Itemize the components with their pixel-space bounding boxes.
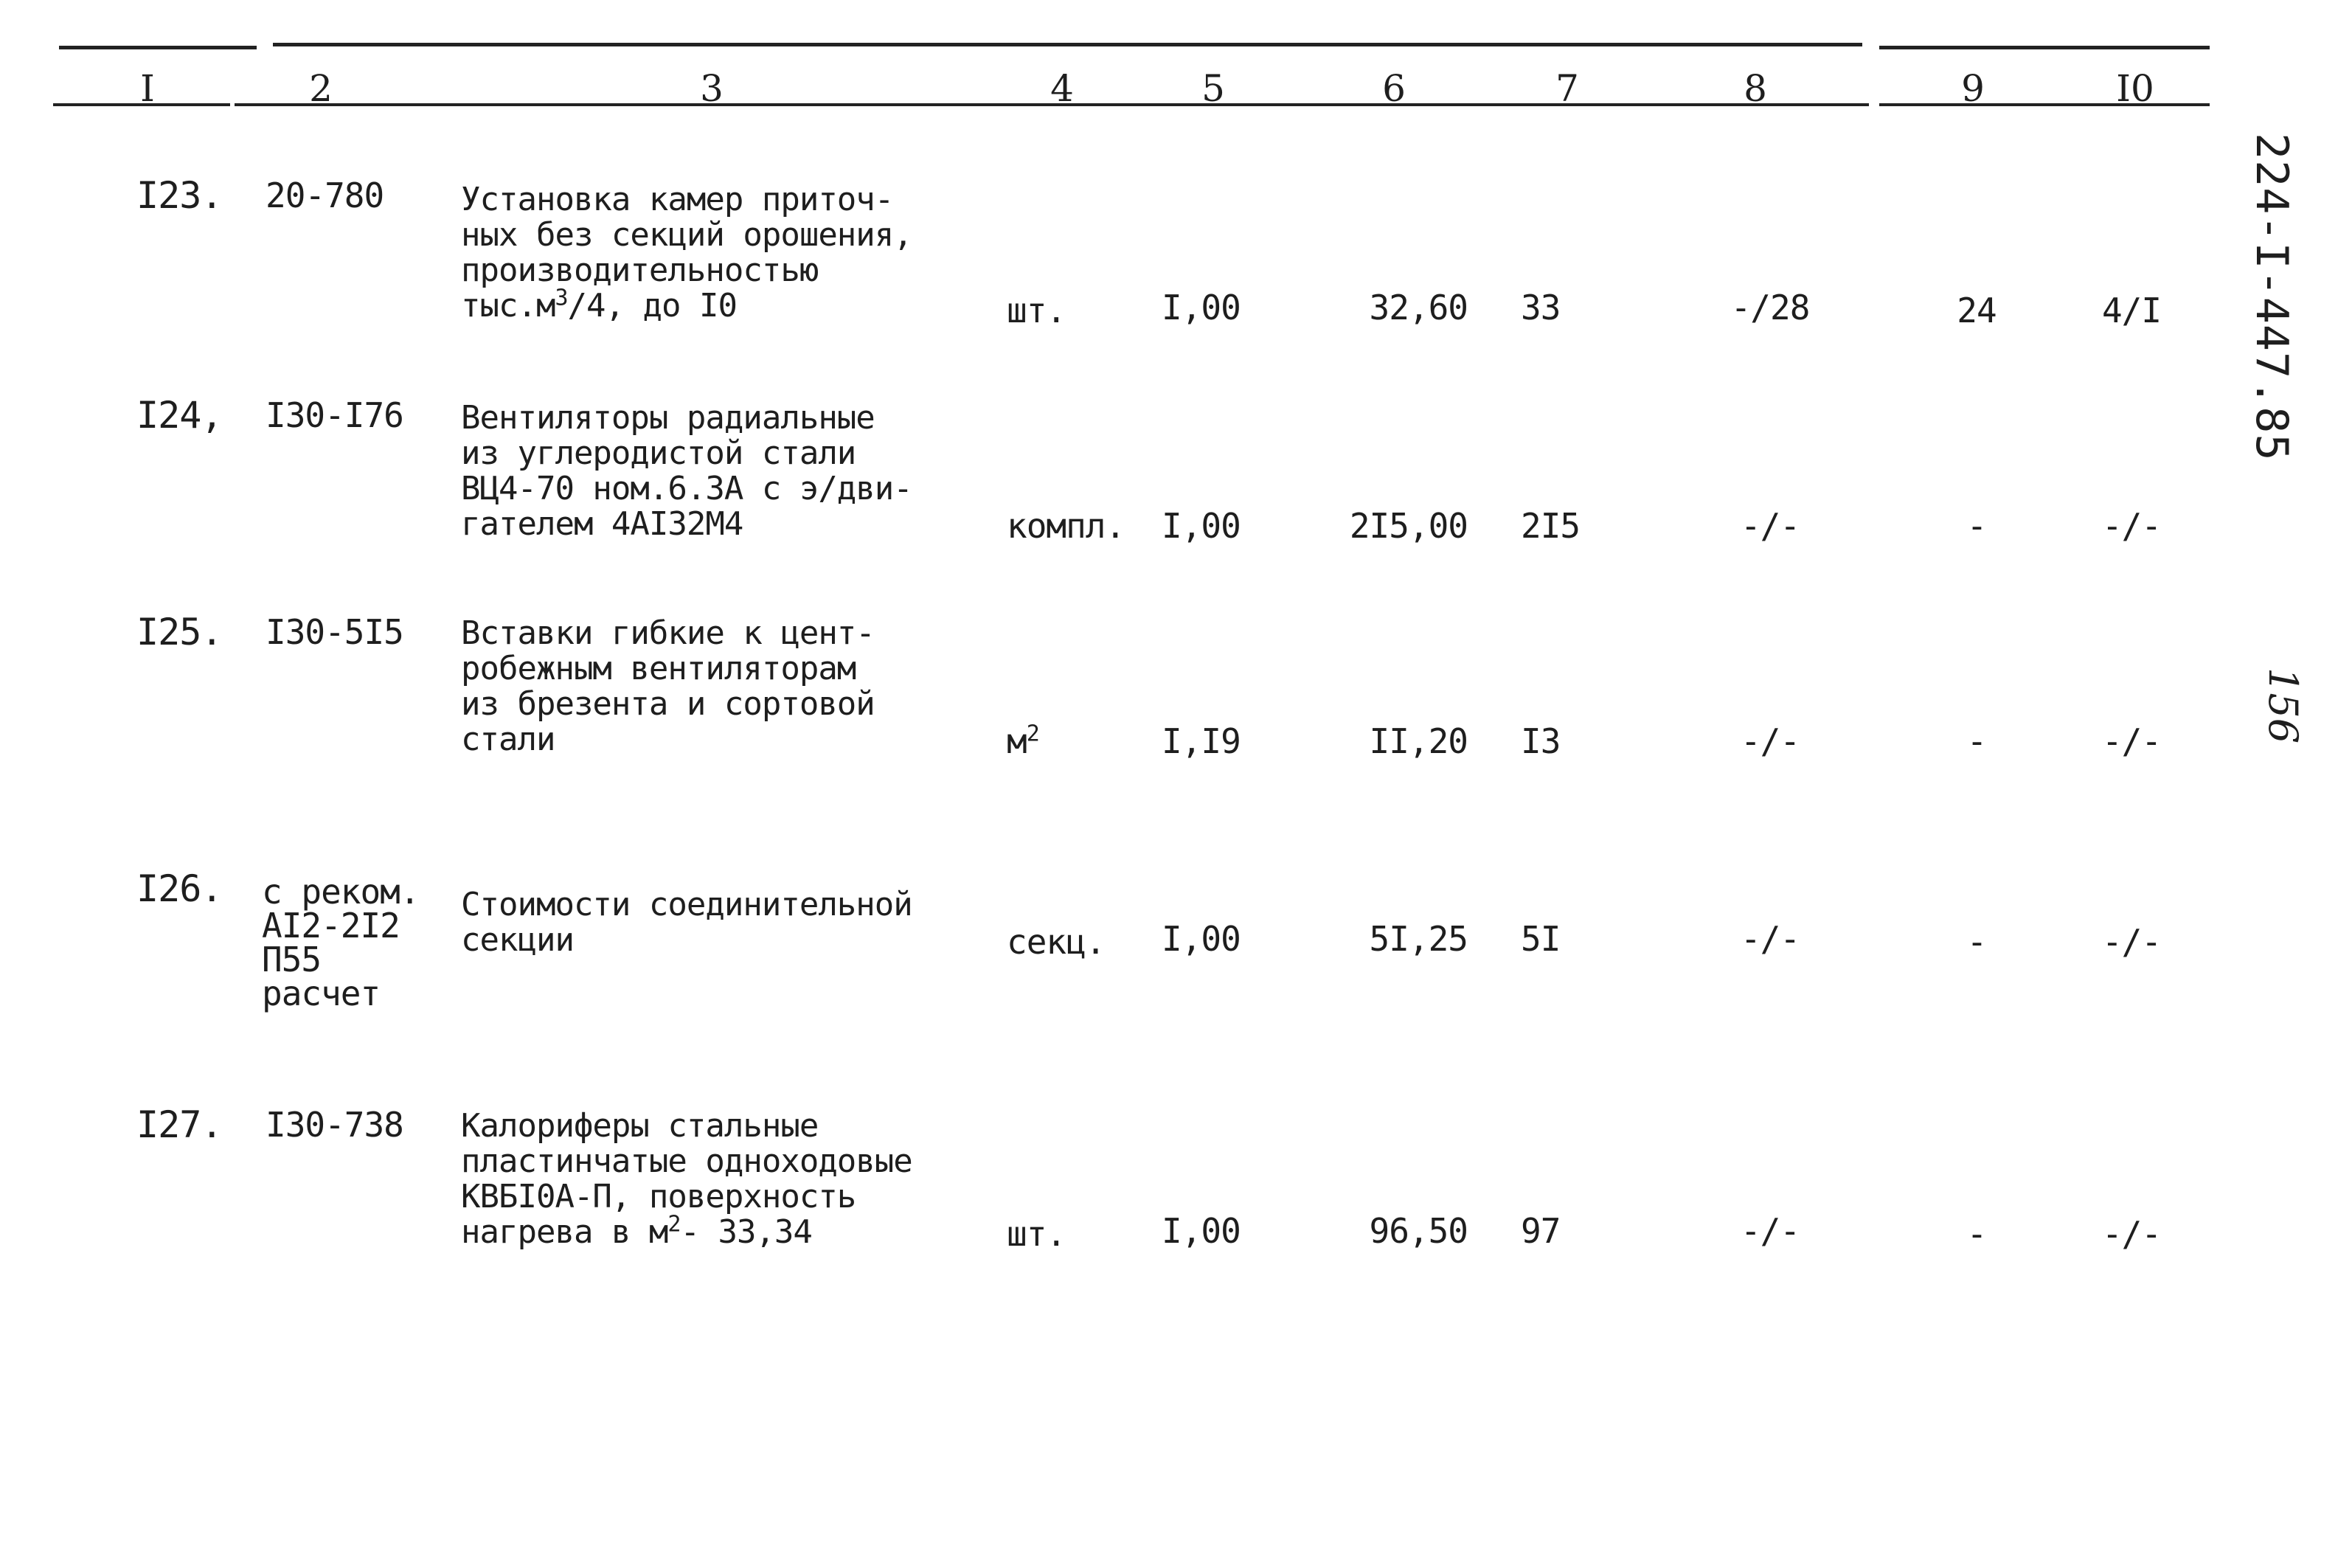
row-code: I30-I76	[266, 395, 403, 435]
row-col9: -	[1966, 721, 1987, 761]
row-number: I24,	[136, 394, 223, 437]
row-code-line: с реком.	[262, 872, 420, 912]
row-quantity: I,00	[1162, 919, 1241, 959]
row-code: I30-5I5	[266, 612, 403, 652]
row-quantity: I,00	[1162, 288, 1241, 327]
row-number: I26.	[136, 867, 223, 910]
row-col9: -	[1966, 922, 1987, 962]
row-code: I30-738	[266, 1105, 403, 1145]
row-unit: шт.	[1007, 291, 1066, 330]
row-quantity: I,00	[1162, 506, 1241, 546]
row-price: 96,50	[1369, 1211, 1468, 1251]
header-col-8: 8	[1744, 67, 1767, 110]
row-number: I23.	[136, 174, 223, 217]
desc-text: гателем 4АI32М4	[461, 505, 743, 543]
unit-superscript: 2	[1026, 721, 1039, 747]
header-col-3: 3	[700, 67, 724, 110]
header-rule-3	[1879, 103, 2210, 106]
header-rule-1	[53, 103, 230, 106]
row-col9: -	[1966, 506, 1987, 546]
row-col10: -/-	[2101, 506, 2162, 546]
header-rule-2	[235, 103, 1869, 106]
desc-text-after: /4, до I0	[567, 287, 737, 325]
header-col-10: I0	[2116, 67, 2154, 110]
header-col-7: 7	[1555, 67, 1579, 110]
row-number: I27.	[136, 1103, 223, 1146]
row-description-line: Калориферы стальные	[461, 1107, 819, 1145]
row-code-line: расчет	[262, 974, 381, 1013]
row-code-line: П55	[262, 940, 322, 979]
row-description-line: пластинчатые одноходовые	[461, 1142, 912, 1180]
desc-text: секции	[461, 921, 574, 959]
row-col8: -/-	[1740, 1211, 1800, 1251]
desc-superscript: 2	[667, 1211, 681, 1238]
desc-superscript: 3	[555, 285, 568, 311]
row-number: I25.	[136, 611, 223, 653]
row-description-line: Вентиляторы радиальные	[461, 399, 875, 437]
row-col10: -/-	[2101, 721, 2162, 761]
desc-text: тыс.м	[461, 287, 555, 325]
row-description-last-line	[461, 723, 555, 757]
header-col-5: 5	[1201, 67, 1225, 110]
top-rule-middle	[273, 43, 1862, 46]
row-code-line: АI2-2I2	[262, 906, 400, 946]
row-unit: шт.	[1007, 1214, 1066, 1254]
row-code: 20-780	[266, 176, 384, 215]
row-total: 2I5	[1521, 506, 1581, 546]
row-col10: -/-	[2101, 1214, 2162, 1254]
row-unit: компл.	[1007, 506, 1125, 546]
row-col9: 24	[1957, 291, 1997, 330]
header-col-2: 2	[309, 67, 333, 110]
row-description-last-line	[461, 923, 574, 957]
row-description-line: робежным вентиляторам	[461, 650, 856, 687]
row-price: 32,60	[1369, 288, 1468, 327]
desc-text: нагрева в м	[461, 1213, 668, 1251]
unit-text: м	[1007, 721, 1027, 761]
row-unit: секц.	[1007, 922, 1106, 962]
row-description-last-line	[461, 1211, 812, 1251]
row-total: I3	[1521, 721, 1561, 761]
desc-text-after: - 33,34	[680, 1213, 812, 1251]
header-col-1: I	[140, 67, 155, 110]
row-col8: -/-	[1740, 721, 1800, 761]
row-unit	[1007, 723, 1039, 760]
row-description-line: из углеродистой стали	[461, 434, 856, 472]
header-col-6: 6	[1382, 67, 1406, 110]
row-description-line: КВБI0А-П, поверхность	[461, 1178, 856, 1215]
row-col8: -/-	[1740, 919, 1800, 959]
top-rule-left	[59, 46, 257, 49]
row-col9: -	[1966, 1214, 1987, 1254]
desc-text: стали	[461, 721, 555, 758]
row-total: 33	[1521, 288, 1561, 327]
row-description-line: из брезента и сортовой	[461, 685, 875, 723]
row-col10: 4/I	[2101, 291, 2162, 330]
header-col-9: 9	[1961, 67, 1985, 110]
document-code: 224-I-447.85	[2246, 133, 2297, 462]
row-col8: -/-	[1740, 506, 1800, 546]
row-col8: -/28	[1730, 288, 1810, 327]
row-description-line: ных без секций орошения,	[461, 216, 912, 254]
row-price: II,20	[1369, 721, 1468, 761]
row-quantity: I,00	[1162, 1211, 1241, 1251]
row-description-line: Установка камер приточ-	[461, 181, 894, 218]
page-number: 156	[2260, 667, 2306, 744]
row-description-line: ВЦ4-70 ном.6.3А с э/дви-	[461, 470, 912, 507]
top-rule-right	[1879, 46, 2210, 49]
row-quantity: I,I9	[1162, 721, 1241, 761]
row-price: 5I,25	[1369, 919, 1468, 959]
row-total: 5I	[1521, 919, 1561, 959]
row-description-line: Вставки гибкие к цент-	[461, 614, 875, 652]
row-description-line: Стоимости соединительной	[461, 886, 912, 923]
row-description-last-line	[461, 285, 737, 325]
row-price: 2I5,00	[1349, 506, 1468, 546]
row-col10: -/-	[2101, 922, 2162, 962]
row-description-last-line	[461, 507, 743, 541]
header-col-4: 4	[1050, 67, 1074, 110]
row-description-line: производительностью	[461, 251, 819, 289]
row-total: 97	[1521, 1211, 1561, 1251]
